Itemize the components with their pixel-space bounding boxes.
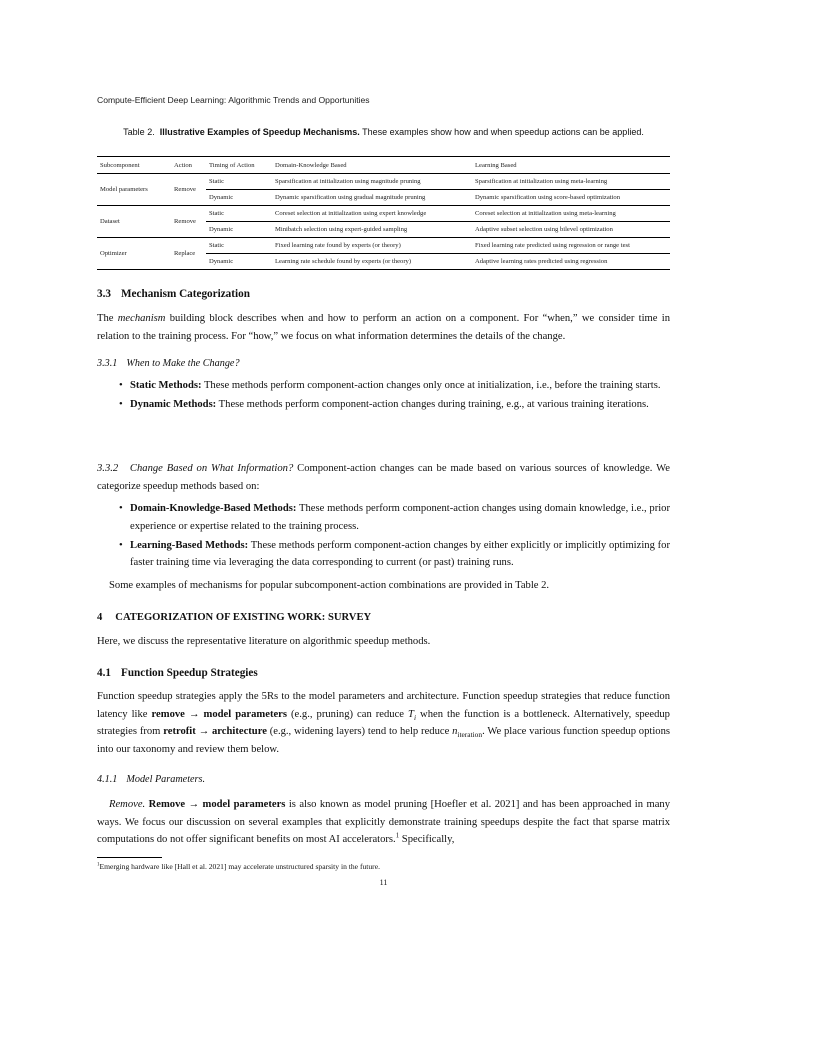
text-run: Component-action changes can be made based on various sources of knowledge. We categorize speedup methods based on:: [97, 463, 670, 492]
list-item-term: Domain-Knowledge-Based Methods:: [130, 503, 297, 514]
bullet-icon: •: [119, 539, 123, 551]
table-cell-domain: Fixed learning rate found by experts (or theory): [272, 238, 472, 254]
table-cell-timing: Static: [206, 174, 272, 190]
bullet-icon: •: [119, 380, 123, 391]
table-cell-action: Remove: [174, 186, 196, 193]
section-heading-4: [97, 612, 371, 623]
table-cell-timing: Static: [206, 238, 272, 254]
emphasis-mechanism: mechanism: [117, 313, 166, 324]
text-run: Specifically,: [399, 834, 455, 845]
section-heading-3-3: [97, 288, 250, 300]
text-run: is also known as model pruning [Hoefler et al. 2021] and has been approached in many ways. We focus our discussion on several examples that explicitly demonstrate training speedups despite the fact that sparse matrix computations do not offer significant benefits on most AI accelerators.: [97, 799, 670, 845]
text-run: (e.g., widening layers) tend to help reduce: [266, 726, 453, 737]
table-row: [97, 238, 670, 254]
table-header-cell: Action: [174, 161, 192, 169]
table-cell-subcomponent: Optimizer: [100, 250, 127, 257]
section-title: Function Speedup Strategies: [120, 667, 258, 679]
section-title: Mechanism Categorization: [120, 288, 250, 300]
list-item-text: These methods perform component-action changes during training, e.g., at various training iterations.: [216, 399, 649, 410]
table-cell-domain: Coreset selection at initialization using expert knowledge: [272, 206, 472, 222]
math-variable: T: [408, 708, 414, 720]
page-number: 11: [379, 878, 388, 887]
list-item-term: Dynamic Methods:: [130, 399, 217, 410]
list-item-term: Static Methods:: [130, 380, 202, 391]
table-cell-learning: Adaptive learning rates predicted using regression: [475, 258, 608, 265]
table-cell-learning: Sparsification at initialization using meta-learning: [472, 174, 670, 190]
section-heading-4-1: [97, 667, 258, 679]
subsection-heading-4-1-1: [97, 774, 205, 785]
section-title: CATEGORIZATION OF EXISTING WORK: SURVEY: [115, 612, 372, 623]
list-item: [97, 377, 670, 395]
survey-intro-paragraph: Here, we discuss the representative literature on algorithmic speedup methods.: [97, 636, 431, 647]
table-caption-label: Table 2.: [123, 127, 155, 137]
table-cell-timing: Static: [206, 206, 272, 222]
subsection-heading-3-3-1: [97, 358, 240, 369]
table-caption: [97, 127, 670, 137]
text-run: building block describes when and how to perform an action on a component. For “when,” we consider time in relation to the training process. For “how,” we focus on what information determines the details of the change.: [97, 313, 670, 342]
table-header-cell: Domain-Knowledge Based: [275, 161, 347, 169]
footnote-mark: 1: [97, 862, 100, 868]
table-cell-learning: Adaptive subset selection using bilevel optimization: [475, 226, 613, 233]
table-cell-domain: Minibatch selection using expert-guided sampling: [275, 226, 408, 233]
table-header-cell: Subcomponent: [100, 161, 140, 169]
table-cell-subcomponent: Dataset: [100, 218, 120, 225]
bullet-icon: •: [119, 399, 123, 410]
function-speedup-paragraph: [97, 688, 670, 758]
subsection-number: 3.3.2: [97, 463, 119, 474]
section-number: 4: [97, 612, 103, 623]
list-item-text: These methods perform component-action changes only once at initialization, i.e., before the training starts.: [201, 380, 661, 391]
table-cell-domain: Dynamic sparsification using gradual magnitude pruning: [275, 194, 426, 201]
footnote-rule: [97, 857, 162, 858]
table-cell-subcomponent: Model parameters: [100, 186, 148, 193]
text-run: The: [97, 313, 118, 324]
table-cell-learning: Coreset selection at initialization using meta-learning: [472, 206, 670, 222]
subsection-title: Change Based on What Information?: [129, 463, 294, 474]
table-cell-domain: Sparsification at initialization using magnitude pruning: [272, 174, 472, 190]
remove-paragraph: [97, 796, 670, 849]
list-item: [97, 500, 670, 535]
list-item: [97, 537, 670, 572]
mechanism-paragraph: [97, 310, 670, 345]
table-header-cell: Learning Based: [475, 161, 517, 169]
text-run: when the function is a bottleneck. Alternatively, speedup strategies from: [97, 708, 670, 737]
running-head: Compute-Efficient Deep Learning: Algorithmic Trends and Opportunities: [97, 95, 370, 105]
math-subscript: i: [413, 712, 417, 722]
table-cell-learning: Fixed learning rate predicted using regression or range test: [472, 238, 670, 254]
bold-run: remove → model parameters: [151, 708, 287, 720]
list-item: [97, 396, 670, 414]
list-item-text: These methods perform component-action changes using domain knowledge, i.e., prior experience or expertise related to the training process.: [130, 503, 670, 532]
footnote: [97, 862, 380, 871]
speedup-mechanisms-table: [97, 156, 670, 270]
table-cell-timing: Dynamic: [209, 226, 234, 233]
table-row: [97, 206, 670, 222]
table-caption-title: Illustrative Examples of Speedup Mechanisms.: [159, 127, 360, 137]
table-header-row: [97, 157, 670, 174]
section-number: 3.3: [97, 288, 111, 300]
table-cell-domain: Learning rate schedule found by experts (or theory): [275, 258, 412, 265]
table-row: [97, 174, 670, 190]
list-item-text: These methods perform component-action changes by either explicitly or implicitly optimizing for faster training time via leveraging the data corresponding to current (or past) training runs.: [130, 539, 670, 568]
footnote-text: Emerging hardware like [Hall et al. 2021] may accelerate unstructured sparsity in the future.: [99, 862, 380, 871]
table-cell-timing: Dynamic: [209, 258, 234, 265]
information-paragraph: [97, 460, 670, 495]
subsection-title: When to Make the Change?: [126, 358, 240, 369]
table-caption-text: These examples show how and when speedup actions can be applied.: [362, 127, 644, 137]
paragraph-lead: Remove.: [109, 799, 146, 810]
information-bullet-list: [97, 500, 670, 573]
math-variable: n: [452, 726, 458, 737]
footnote-marker[interactable]: 1: [395, 832, 400, 840]
table-cell-action: Remove: [174, 218, 196, 225]
bullet-icon: •: [119, 503, 123, 514]
text-run: Function speedup strategies apply the 5Rs to the model parameters and architecture. Function speedup strategies that reduce function latency like: [97, 691, 670, 720]
section-number: 4.1: [97, 667, 111, 679]
timing-bullet-list: [97, 377, 670, 415]
math-subscript: iteration: [457, 730, 483, 740]
subsection-number: 4.1.1: [97, 774, 118, 785]
table-cell-action: Replace: [174, 250, 196, 257]
subsection-number: 3.3.1: [97, 358, 118, 369]
list-item-term: Learning-Based Methods:: [130, 539, 249, 551]
table-cell-timing: Dynamic: [209, 194, 234, 201]
text-run: . We place various function speedup options into our taxonomy and review them below.: [97, 726, 671, 755]
text-run: (e.g., pruning) can reduce: [287, 708, 409, 720]
table-reference-paragraph: Some examples of mechanisms for popular subcomponent-action combinations are provided in Table 2.: [109, 580, 550, 591]
bold-run: retrofit → architecture: [163, 726, 267, 737]
subsection-title: Model Parameters.: [126, 774, 206, 785]
table-header-cell: Timing of Action: [209, 161, 255, 169]
table-cell-learning: Dynamic sparsification using score-based optimization: [475, 194, 621, 201]
bold-run: Remove → model parameters: [148, 799, 286, 810]
